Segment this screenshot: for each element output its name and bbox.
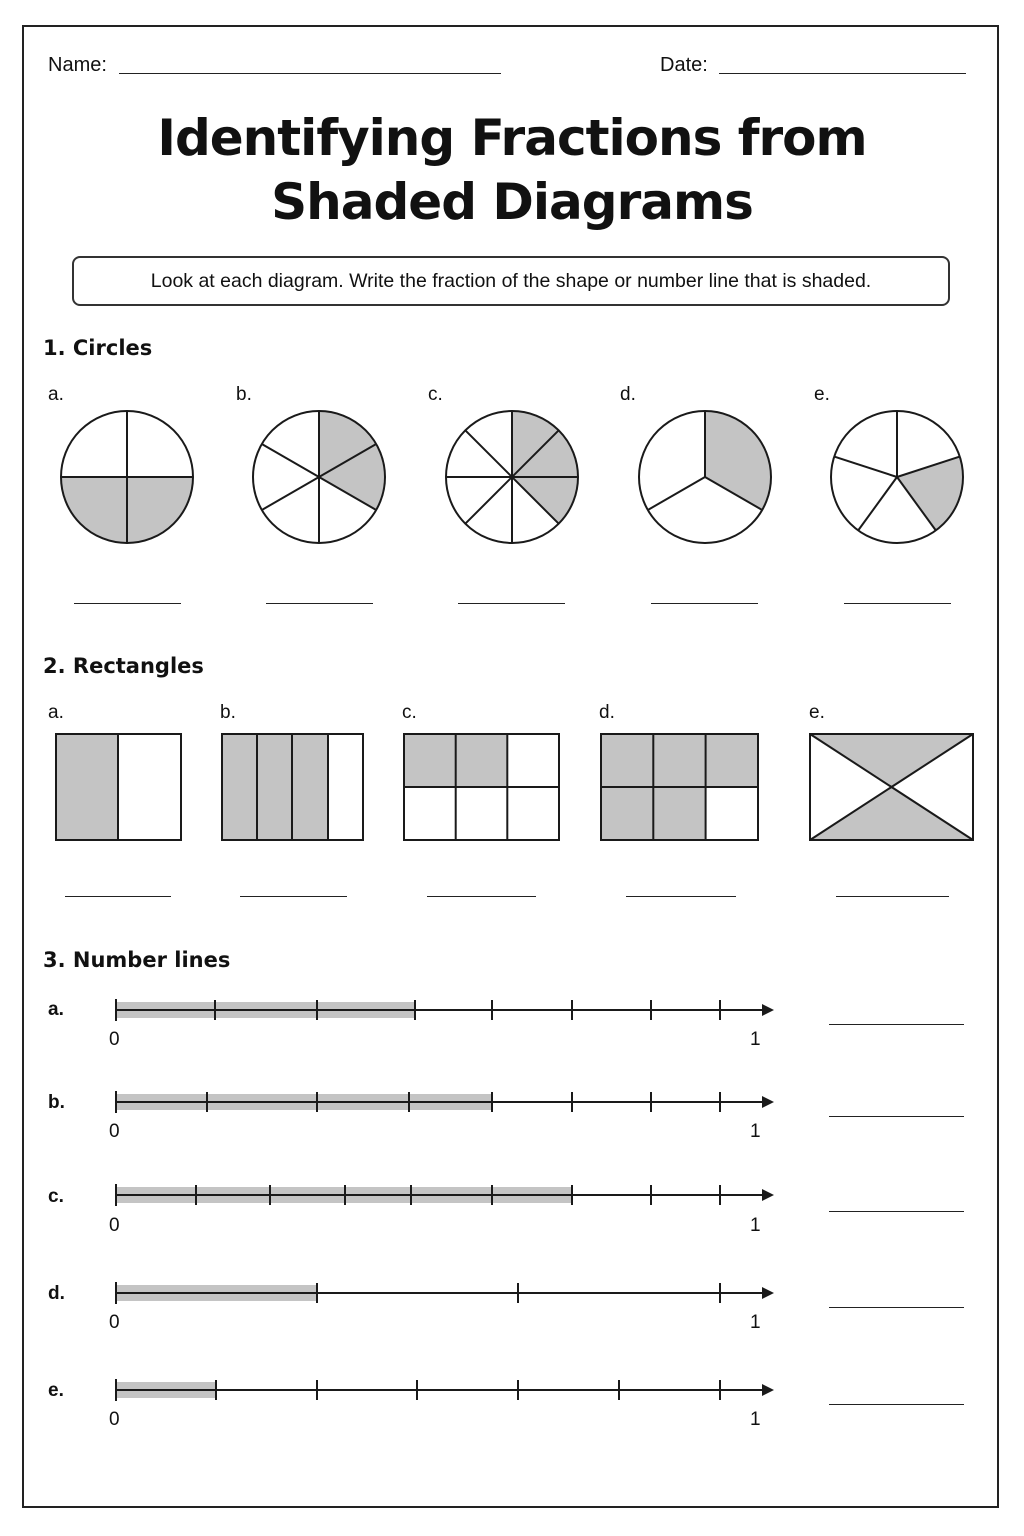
circle-label-c: c. [428,384,443,405]
numline-diagram-b [110,1088,780,1118]
rect-label-e: e. [809,702,825,723]
circle-label-e: e. [814,384,830,405]
numline-label-d: d. [48,1283,65,1304]
numline-d-one: 1 [750,1312,761,1333]
numline-label-e: e. [48,1380,64,1401]
circle-diagram-d [635,407,775,547]
numline-diagram-c [110,1181,780,1211]
numline-e-one: 1 [750,1409,761,1430]
numline-b-one: 1 [750,1121,761,1142]
numline-answer-line-b[interactable] [829,1116,964,1117]
circle-answer-line-e[interactable] [844,603,951,604]
numline-label-c: c. [48,1186,64,1207]
rect-label-c: c. [402,702,417,723]
circle-label-b: b. [236,384,252,405]
circle-label-a: a. [48,384,64,405]
circle-answer-line-c[interactable] [458,603,565,604]
section-heading-circles: 1. Circles [43,336,153,360]
page-title-line-2: Shaded Diagrams [271,173,753,231]
date-answer-line[interactable] [719,73,966,74]
numline-c-one: 1 [750,1215,761,1236]
circle-diagram-a [57,407,197,547]
rect-answer-line-e[interactable] [836,896,949,897]
rect-diagram-d [600,733,759,841]
numline-diagram-e [110,1376,780,1406]
numline-diagram-d [110,1279,780,1309]
rect-label-d: d. [599,702,615,723]
rect-diagram-a [55,733,182,841]
numline-b-zero: 0 [109,1121,120,1142]
numline-c-zero: 0 [109,1215,120,1236]
circle-diagram-c [442,407,582,547]
circle-label-d: d. [620,384,636,405]
rect-label-a: a. [48,702,64,723]
circle-answer-line-b[interactable] [266,603,373,604]
instructions-text: Look at each diagram. Write the fraction of the shape or number line that is shaded. [150,269,872,292]
circle-diagram-b [249,407,389,547]
numline-answer-line-a[interactable] [829,1024,964,1025]
section-heading-rectangles: 2. Rectangles [43,654,204,678]
rect-label-b: b. [220,702,236,723]
instructions-box [72,256,950,306]
page-title-line-1: Identifying Fractions from [157,109,867,167]
section-heading-number-lines: 3. Number lines [43,948,231,972]
numline-answer-line-c[interactable] [829,1211,964,1212]
numline-label-a: a. [48,999,64,1020]
numline-label-b: b. [48,1092,65,1113]
rect-answer-line-c[interactable] [427,896,536,897]
rect-diagram-b [221,733,364,841]
numline-answer-line-e[interactable] [829,1404,964,1405]
numline-e-zero: 0 [109,1409,120,1430]
circle-answer-line-d[interactable] [651,603,758,604]
date-label: Date: [660,54,708,76]
numline-diagram-a [110,996,780,1026]
numline-d-zero: 0 [109,1312,120,1333]
numline-a-one: 1 [750,1029,761,1050]
rect-answer-line-d[interactable] [626,896,736,897]
name-label: Name: [48,54,107,76]
circle-answer-line-a[interactable] [74,603,181,604]
numline-a-zero: 0 [109,1029,120,1050]
numline-answer-line-d[interactable] [829,1307,964,1308]
rect-diagram-c [403,733,560,841]
rect-diagram-e [809,733,974,841]
circle-diagram-e [827,407,967,547]
rect-answer-line-b[interactable] [240,896,347,897]
name-answer-line[interactable] [119,73,501,74]
rect-answer-line-a[interactable] [65,896,171,897]
